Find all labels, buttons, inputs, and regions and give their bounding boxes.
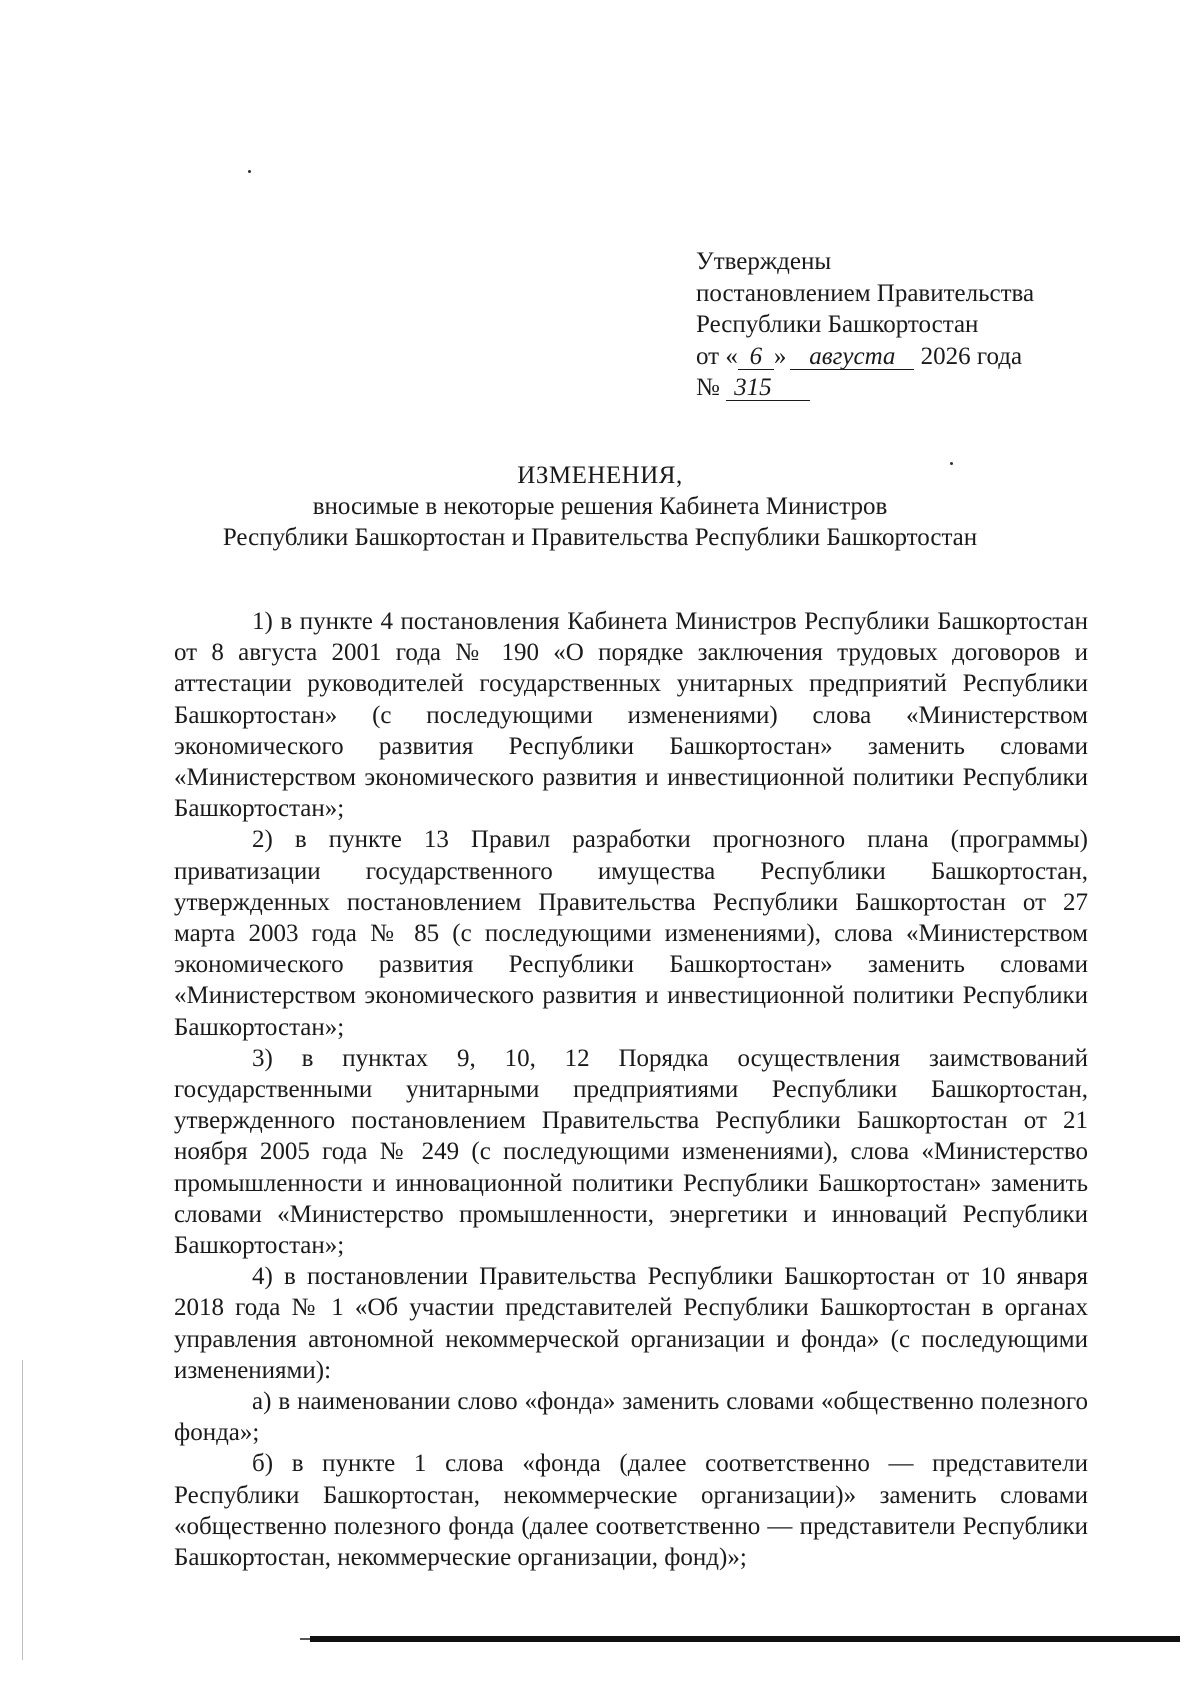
document-title: ИЗМЕНЕНИЯ, [517, 462, 683, 489]
date-mid: » [773, 342, 787, 370]
scan-speck [248, 170, 251, 173]
scan-speck [950, 462, 953, 465]
amendment-item-3: 3) в пунктах 9, 10, 12 Порядка осуществления заимствований государственными унитарными предприятиями Республики Башкортостан, утвержденного постановлением Правительства Республики Башкортостан от 21 ноября 2005 года № 249 (с последующими изменениями), слова «Министерство промышленности и инновационной политики Республики Башкортостан» заменить словами «Министерство промышленности, энергетики и инноваций Республики Башкортостан»; [174, 1044, 1088, 1260]
date-prefix: от « [696, 342, 738, 370]
approval-number-line [696, 372, 1034, 404]
amendment-item-4b: б) в пункте 1 слова «фонда (далее соответственно — представители Республики Башкортостан, некоммерческие организации)» заменить словами «общественно полезного фонда (далее соответственно — представители Республики Башкортостан, некоммерческие организации, фонд)»; [174, 1450, 1088, 1572]
approval-line-1: Утверждены [696, 248, 832, 275]
amendment-item-4: 4) в постановлении Правительства Республики Башкортостан от 10 января 2018 года № 1 «Об участии представителей Республики Башкортостан в органах управления автономной некоммерческой организации и фонда» (с последующими изменениями): [174, 1263, 1088, 1384]
approval-line-3: Республики Башкортостан [696, 311, 979, 338]
amendment-item-1: 1) в пункте 4 постановления Кабинета Министров Республики Башкортостан от 8 августа 2001 года № 190 «О порядке заключения трудовых договоров и аттестации руководителей государственных унитарных предприятий Республики Башкортостан» (с последующими изменениями) слова «Министерством экономического развития Республики Башкортостан» заменить словами «Министерством экономического развития и инвестиционной политики Республики Башкортостан»; [174, 608, 1088, 823]
document-heading [0, 460, 1200, 553]
scan-margin-line [22, 1360, 23, 1660]
scan-edge-bar [310, 1636, 1180, 1642]
document-number: 315 [726, 376, 810, 401]
document-subtitle-line-2: Республики Башкортостан и Правительства Республики Башкортостан [222, 524, 978, 551]
approval-line-2: постановлением Правительства [696, 279, 1035, 307]
number-prefix: № [696, 374, 720, 401]
document-body [174, 606, 1088, 1573]
amendment-item-4a: а) в наименовании слово «фонда» заменить словами «общественно полезного фонда»; [174, 1388, 1088, 1447]
date-day: 6 [738, 345, 774, 370]
approval-date-line [696, 341, 1034, 373]
approval-block [696, 246, 1034, 404]
amendment-item-2: 2) в пункте 13 Правил разработки прогнозного плана (программы) приватизации государственного имущества Республики Башкортостан, утвержденных постановлением Правительства Республики Башкортостан от 27 марта 2003 года № 85 (с последующими изменениями), слова «Министерством экономического развития Республики Башкортостан» заменить словами «Министерством экономического развития и инвестиционной политики Республики Башкортостан»; [174, 826, 1088, 1041]
date-suffix: 2026 года [920, 342, 1023, 370]
document-subtitle-line-1: вносимые в некоторые решения Кабинета Министров [312, 493, 888, 520]
date-month: августа [790, 345, 914, 370]
